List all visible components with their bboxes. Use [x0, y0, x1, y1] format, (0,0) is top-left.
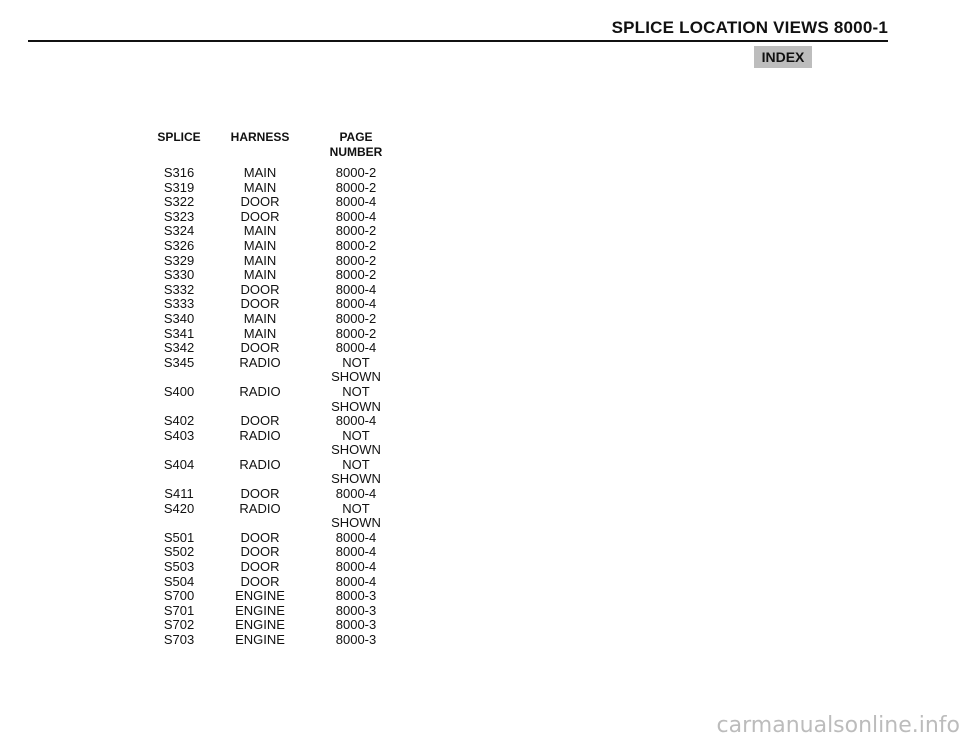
page-number-cell — [302, 429, 410, 458]
page-number-line1: 8000-3 — [335, 617, 377, 633]
watermark: carmanualsonline.info — [716, 713, 960, 738]
page-number-line1: NOT — [342, 354, 370, 370]
harness-cell: ENGINE — [235, 632, 285, 647]
table-row — [140, 283, 410, 298]
page-number-cell — [302, 356, 410, 385]
harness-cell: MAIN — [243, 325, 277, 341]
splice-cell: S501 — [163, 529, 195, 545]
table-row — [140, 429, 410, 458]
table-row — [140, 312, 410, 327]
splice-cell: S340 — [163, 310, 195, 326]
page-number-cell — [302, 341, 410, 356]
column-header-page-line1: PAGE — [339, 130, 373, 144]
table-row — [140, 268, 410, 283]
splice-cell: S503 — [163, 559, 195, 575]
splice-cell: S332 — [163, 281, 195, 297]
splice-cell: S341 — [163, 325, 195, 341]
table-row — [140, 181, 410, 196]
table-row — [140, 341, 410, 356]
harness-cell: DOOR — [240, 559, 280, 575]
page-number-cell — [302, 283, 410, 298]
harness-cell: DOOR — [240, 486, 280, 502]
page-number-line1: 8000-3 — [335, 588, 377, 604]
harness-cell: MAIN — [243, 179, 277, 195]
page-number-line1: 8000-2 — [335, 310, 377, 326]
harness-cell: RADIO — [239, 500, 281, 516]
table-row — [140, 414, 410, 429]
page-number-line1: NOT — [342, 456, 370, 472]
column-header-page-number — [302, 130, 410, 160]
page-number-cell — [302, 545, 410, 560]
harness-cell: MAIN — [243, 165, 277, 180]
page-number-line1: 8000-4 — [335, 281, 377, 297]
splice-cell: S420 — [163, 500, 195, 516]
splice-cell: S322 — [163, 194, 195, 210]
table-row — [140, 531, 410, 546]
splice-cell: S403 — [163, 427, 195, 443]
splice-cell: S703 — [163, 632, 195, 647]
splice-cell: S333 — [163, 296, 195, 312]
page-number-cell — [302, 268, 410, 283]
page-number-line1: 8000-4 — [335, 340, 377, 356]
splice-cell: S316 — [163, 165, 195, 180]
page-number-cell — [302, 604, 410, 619]
page-number-cell — [302, 589, 410, 604]
page-number-line1: 8000-4 — [335, 296, 377, 312]
harness-cell: DOOR — [240, 340, 280, 356]
page-number-cell — [302, 312, 410, 327]
harness-cell: MAIN — [243, 237, 277, 253]
index-badge: INDEX — [754, 46, 812, 68]
page-number-line1: 8000-4 — [335, 559, 377, 575]
page-number-line1: 8000-2 — [335, 165, 377, 180]
splice-cell: S330 — [163, 267, 195, 283]
page-number-line1: NOT — [342, 500, 370, 516]
splice-cell: S402 — [163, 413, 195, 429]
page-number-cell — [302, 531, 410, 546]
column-header-splice: SPLICE — [157, 130, 201, 144]
page-number-cell — [302, 385, 410, 414]
harness-cell: RADIO — [239, 456, 281, 472]
page-number-cell — [302, 210, 410, 225]
page-number-cell — [302, 297, 410, 312]
page-number-cell — [302, 195, 410, 210]
harness-cell: DOOR — [240, 544, 280, 560]
splice-cell: S345 — [163, 354, 195, 370]
page-number-line1: 8000-2 — [335, 267, 377, 283]
page-number-line1: 8000-4 — [335, 413, 377, 429]
page-number-cell — [302, 502, 410, 531]
page-number-cell — [302, 254, 410, 269]
splice-cell: S323 — [163, 208, 195, 224]
splice-cell: S326 — [163, 237, 195, 253]
harness-cell: RADIO — [239, 383, 281, 399]
harness-cell: RADIO — [239, 427, 281, 443]
splice-cell: S324 — [163, 223, 195, 239]
page-number-cell — [302, 239, 410, 254]
page-number-line1: 8000-2 — [335, 252, 377, 268]
splice-cell: S319 — [163, 179, 195, 195]
harness-cell: DOOR — [240, 281, 280, 297]
page-number-line1: 8000-4 — [335, 486, 377, 502]
page-number-line2: SHOWN — [331, 442, 381, 458]
splice-table — [140, 130, 410, 648]
splice-cell: S700 — [163, 588, 195, 604]
page-number-line2: SHOWN — [331, 398, 381, 414]
page-number-cell — [302, 166, 410, 181]
page-number-line1: NOT — [342, 383, 370, 399]
page-number-cell — [302, 181, 410, 196]
harness-cell: MAIN — [243, 310, 277, 326]
harness-cell: ENGINE — [235, 617, 285, 633]
table-row — [140, 210, 410, 225]
harness-cell: DOOR — [240, 194, 280, 210]
harness-cell: DOOR — [240, 296, 280, 312]
page-number-cell — [302, 487, 410, 502]
splice-cell: S701 — [163, 602, 195, 618]
page-number-line1: 8000-4 — [335, 529, 377, 545]
table-row — [140, 575, 410, 590]
page-number-line1: 8000-2 — [335, 237, 377, 253]
harness-cell: ENGINE — [235, 602, 285, 618]
table-row — [140, 502, 410, 531]
table-row — [140, 487, 410, 502]
table-row — [140, 545, 410, 560]
page-number-line1: 8000-2 — [335, 179, 377, 195]
splice-cell: S342 — [163, 340, 195, 356]
page-number-cell — [302, 458, 410, 487]
page-number-line1: 8000-4 — [335, 194, 377, 210]
page-number-cell — [302, 560, 410, 575]
table-row — [140, 224, 410, 239]
page-number-line1: 8000-2 — [335, 325, 377, 341]
harness-cell: DOOR — [240, 529, 280, 545]
page-number-cell — [302, 224, 410, 239]
table-row — [140, 618, 410, 633]
header-rule — [28, 40, 888, 42]
page-number-line1: 8000-3 — [335, 632, 377, 647]
page-number-cell — [302, 575, 410, 590]
splice-cell: S702 — [163, 617, 195, 633]
harness-cell: RADIO — [239, 354, 281, 370]
harness-cell: MAIN — [243, 223, 277, 239]
page-number-line1: 8000-3 — [335, 602, 377, 618]
table-row — [140, 560, 410, 575]
splice-cell: S400 — [163, 383, 195, 399]
harness-cell: ENGINE — [235, 588, 285, 604]
splice-cell: S502 — [163, 544, 195, 560]
page-number-line2: SHOWN — [331, 471, 381, 487]
harness-cell: DOOR — [240, 573, 280, 589]
table-row — [140, 604, 410, 619]
page-number-line1: 8000-2 — [335, 223, 377, 239]
table-row — [140, 385, 410, 414]
table-body — [140, 166, 410, 648]
harness-cell: MAIN — [243, 267, 277, 283]
table-row — [140, 195, 410, 210]
table-row — [140, 589, 410, 604]
splice-cell: S504 — [163, 573, 195, 589]
page-number-line1: 8000-4 — [335, 573, 377, 589]
page-title: SPLICE LOCATION VIEWS 8000-1 — [611, 18, 888, 37]
table-row — [140, 166, 410, 181]
harness-cell: DOOR — [240, 208, 280, 224]
page-number-line2: SHOWN — [331, 369, 381, 385]
page-number-cell — [302, 327, 410, 342]
table-row — [140, 458, 410, 487]
page-number-line1: 8000-4 — [335, 208, 377, 224]
page-number-line2: SHOWN — [331, 515, 381, 531]
table-row — [140, 239, 410, 254]
page-number-cell — [302, 633, 410, 648]
table-row — [140, 633, 410, 648]
page-number-line1: NOT — [342, 427, 370, 443]
table-header — [140, 130, 410, 160]
harness-cell: DOOR — [240, 413, 280, 429]
splice-cell: S411 — [164, 486, 194, 502]
table-row — [140, 254, 410, 269]
splice-cell: S404 — [163, 456, 195, 472]
table-row — [140, 327, 410, 342]
column-header-harness: HARNESS — [230, 130, 290, 144]
page-number-cell — [302, 618, 410, 633]
page-number-line1: 8000-4 — [335, 544, 377, 560]
harness-cell: MAIN — [243, 252, 277, 268]
table-row — [140, 356, 410, 385]
column-header-page-line2: NUMBER — [329, 145, 383, 159]
splice-cell: S329 — [163, 252, 195, 268]
page-number-cell — [302, 414, 410, 429]
table-row — [140, 297, 410, 312]
